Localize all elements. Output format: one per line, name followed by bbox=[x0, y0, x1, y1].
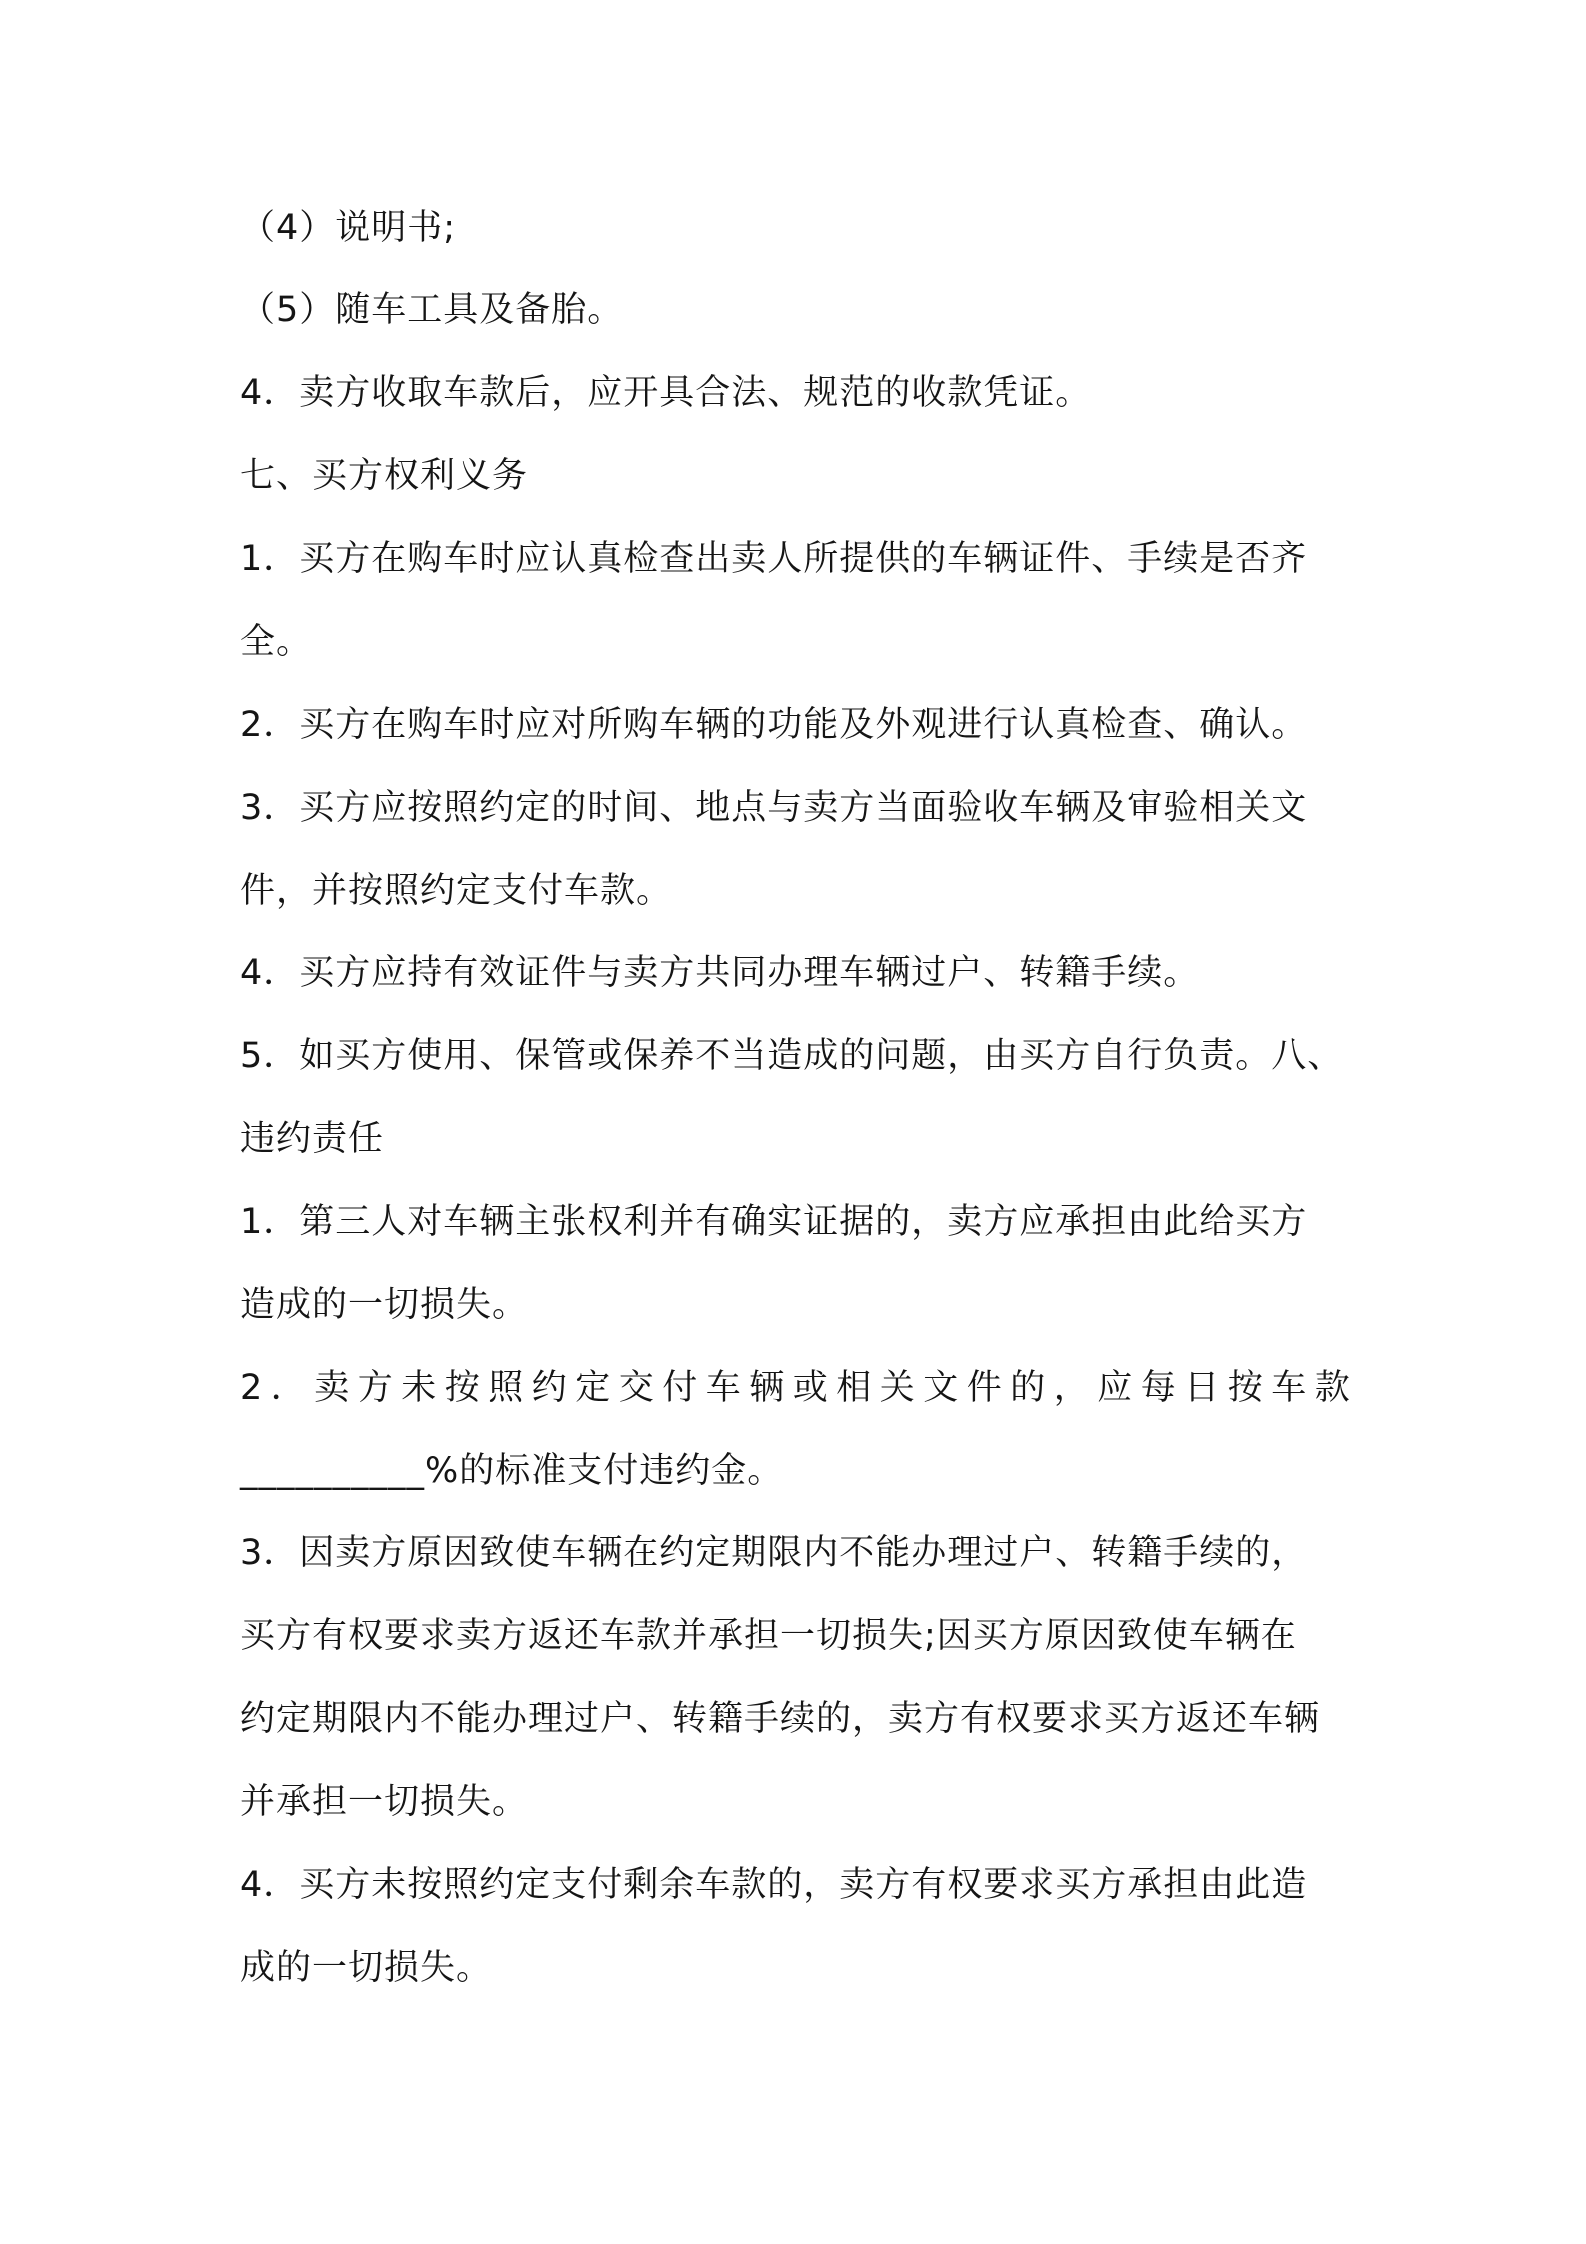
buyer-clause-3-line-1: 3．买方应按照约定的时间、地点与卖方当面验收车辆及审验相关文 bbox=[240, 788, 1308, 828]
liability-clause-4-line-2: 成的一切损失。 bbox=[240, 1948, 493, 1988]
section-heading-liability: 违约责任 bbox=[240, 1119, 385, 1159]
liability-clause-3-line-3: 约定期限内不能办理过户、转籍手续的，卖方有权要求买方返还车辆 bbox=[240, 1699, 1321, 1739]
buyer-clause-1-line-1: 1．买方在购车时应认真检查出卖人所提供的车辆证件、手续是否齐 bbox=[240, 539, 1308, 579]
buyer-clause-4: 4．买方应持有效证件与卖方共同办理车辆过户、转籍手续。 bbox=[240, 953, 1200, 993]
seller-clause-4: 4．卖方收取车款后，应开具合法、规范的收款凭证。 bbox=[240, 373, 1092, 413]
buyer-clause-2: 2．买方在购车时应对所购车辆的功能及外观进行认真检查、确认。 bbox=[240, 705, 1308, 745]
item-5-tools-spare-tire: （5）随车工具及备胎。 bbox=[240, 290, 624, 330]
section-heading-buyer-rights: 七、买方权利义务 bbox=[240, 456, 529, 496]
liability-clause-4-line-1: 4．买方未按照约定支付剩余车款的，卖方有权要求买方承担由此造 bbox=[240, 1865, 1308, 1905]
liability-clause-2-line-1: 2．卖方未按照约定交付车辆或相关文件的，应每日按车款 bbox=[240, 1368, 1359, 1408]
item-4-manual: （4）说明书; bbox=[240, 208, 457, 248]
liability-clause-1-line-2: 造成的一切损失。 bbox=[240, 1285, 529, 1325]
liability-clause-3-line-2: 买方有权要求卖方返还车款并承担一切损失;因买方原因致使车辆在 bbox=[240, 1616, 1297, 1656]
buyer-clause-3-line-2: 件，并按照约定支付车款。 bbox=[240, 871, 673, 911]
liability-clause-1-line-1: 1．第三人对车辆主张权利并有确实证据的，卖方应承担由此给买方 bbox=[240, 1202, 1308, 1242]
liability-clause-3-line-4: 并承担一切损失。 bbox=[240, 1782, 529, 1822]
liability-clause-3-line-1: 3．因卖方原因致使车辆在约定期限内不能办理过户、转籍手续的， bbox=[240, 1533, 1308, 1573]
buyer-clause-1-line-2: 全。 bbox=[240, 622, 313, 662]
liability-clause-2-line-2: __________%的标准支付违约金。 bbox=[240, 1451, 784, 1491]
buyer-clause-5-line-1: 5．如买方使用、保管或保养不当造成的问题，由买方自行负责。八、 bbox=[240, 1036, 1344, 1076]
